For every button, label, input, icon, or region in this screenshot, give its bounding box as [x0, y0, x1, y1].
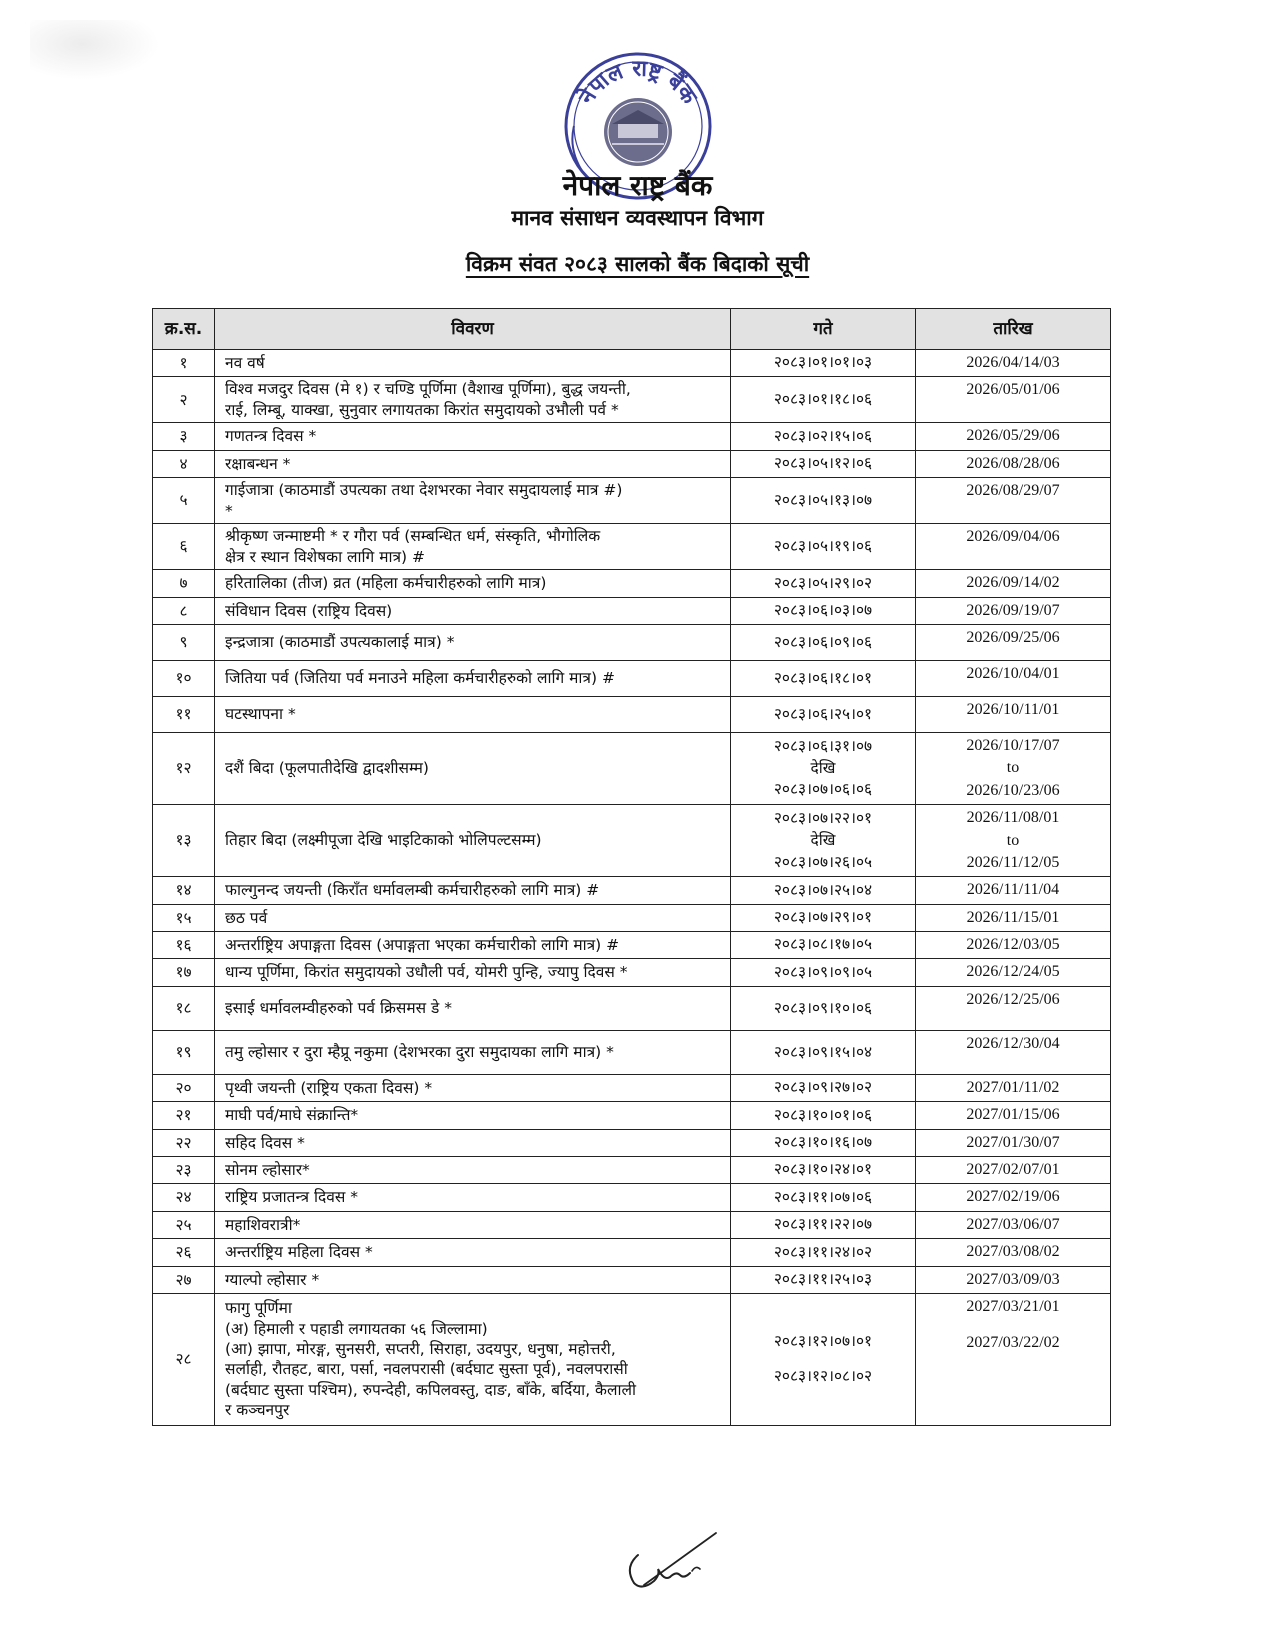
cell-description — [215, 932, 731, 959]
ad-date-line: 2026/11/15/01 — [966, 908, 1060, 926]
bs-date-line: २०८३।११।२५।०३ — [773, 1269, 873, 1288]
table-row — [153, 660, 1111, 696]
bs-date-line: २०८३।०६।०३।०७ — [773, 600, 873, 619]
description-line: (अ) हिमाली र पहाडी लगायतका ५६ जिल्लामा) — [225, 1319, 488, 1338]
table-row — [153, 932, 1111, 959]
cell-bs-date — [731, 986, 916, 1030]
ad-date-line: 2026/11/11/04 — [966, 881, 1060, 899]
ad-date-line: to — [1006, 759, 1020, 777]
cell-ad-date — [916, 1157, 1111, 1184]
cell-ad-date — [916, 660, 1111, 696]
table-row — [153, 1184, 1111, 1211]
table-row — [153, 904, 1111, 931]
ad-date-line: 2026/10/11/01 — [966, 700, 1060, 718]
description-line: महाशिवरात्री* — [225, 1215, 301, 1234]
bs-date-line: देखि — [810, 830, 836, 849]
ad-date-line: 2026/09/25/06 — [966, 628, 1060, 646]
cell-serial: २६ — [153, 1239, 215, 1266]
cell-ad-date — [916, 570, 1111, 597]
description-line: राष्ट्रिय प्रजातन्त्र दिवस * — [225, 1188, 359, 1207]
bs-date-line: २०८३।१२।०७।०१ — [773, 1331, 873, 1350]
header-ad-date: तारिख — [916, 309, 1111, 350]
bs-date-line: २०८३।०९।०९।०५ — [773, 962, 873, 981]
bs-date-line: २०८३।०६।१८।०१ — [773, 668, 873, 687]
bs-date-line: २०८३।११।२४।०२ — [773, 1242, 873, 1261]
description-line: इसाई धर्मावलम्वीहरुको पर्व क्रिसमस डे * — [225, 999, 452, 1018]
cell-bs-date — [731, 1211, 916, 1238]
cell-bs-date — [731, 450, 916, 477]
bs-date-line: २०८३।०९।१०।०६ — [773, 998, 873, 1017]
cell-serial: २० — [153, 1074, 215, 1101]
ad-date-line: 2026/04/14/03 — [966, 354, 1060, 371]
cell-serial: १६ — [153, 932, 215, 959]
description-line: तमु ल्होसार र दुरा म्हैप्रू नकुमा (देशभरका दुरा समुदायका लागि मात्र) * — [225, 1043, 614, 1062]
cell-bs-date — [731, 377, 916, 423]
cell-description — [215, 1074, 731, 1101]
bs-date-line: २०८३।०६।०९।०६ — [773, 632, 873, 651]
bs-date-line: २०८३।०५।२९।०२ — [773, 573, 873, 592]
description-line: गाईजात्रा (काठमाडौं उपत्यका तथा देशभरका नेवार समुदायलाई मात्र #) — [225, 481, 623, 500]
description-line: (आ) झापा, मोरङ्ग, सुनसरी, सप्तरी, सिराहा, उदयपुर, धनुषा, महोत्तरी, — [225, 1340, 616, 1359]
cell-serial: ९ — [153, 624, 215, 660]
ad-date-line: 2027/03/21/01 — [966, 1297, 1060, 1315]
cell-description — [215, 624, 731, 660]
cell-description — [215, 423, 731, 450]
cell-ad-date — [916, 732, 1111, 804]
cell-ad-date — [916, 478, 1111, 524]
ad-date-line: 2027/03/22/02 — [966, 1334, 1060, 1352]
cell-serial: २ — [153, 377, 215, 423]
table-row — [153, 450, 1111, 477]
cell-serial: ५ — [153, 478, 215, 524]
cell-bs-date — [731, 877, 916, 904]
cell-ad-date — [916, 1239, 1111, 1266]
cell-description — [215, 570, 731, 597]
ad-date-line: 2027/01/11/02 — [966, 1078, 1060, 1096]
description-line: सहिद दिवस * — [225, 1133, 305, 1152]
cell-bs-date — [731, 1074, 916, 1101]
table-row — [153, 524, 1111, 570]
cell-bs-date — [731, 660, 916, 696]
cell-serial: ८ — [153, 597, 215, 624]
cell-bs-date — [731, 1102, 916, 1129]
cell-bs-date — [731, 1030, 916, 1074]
cell-description — [215, 696, 731, 732]
bs-date-line: २०८३।१०।२४।०१ — [773, 1160, 873, 1179]
ad-date-line: 2026/09/19/07 — [966, 601, 1060, 619]
cell-description — [215, 478, 731, 524]
department-name: मानव संसाधन व्यवस्थापन विभाग — [511, 206, 764, 230]
ad-date-line: 2026/09/04/06 — [966, 528, 1060, 546]
bs-date-line: २०८३।०६।३१।०७ — [773, 737, 873, 755]
page-title — [0, 250, 1275, 278]
bs-date-line: २०८३।०९।१५।०४ — [773, 1042, 873, 1061]
cell-ad-date — [916, 1129, 1111, 1156]
description-line: हरितालिका (तीज) व्रत (महिला कर्मचारीहरुको लागि मात्र) — [225, 574, 547, 593]
table-row — [153, 1239, 1111, 1266]
cell-ad-date — [916, 696, 1111, 732]
cell-serial: १३ — [153, 805, 215, 877]
ad-date-line: 2026/11/08/01 — [966, 809, 1060, 827]
bs-date-line: २०८३।१०।०१।०६ — [773, 1105, 873, 1124]
svg-text:नेपाल राष्ट्र बैंक: नेपाल राष्ट्र बैंक — [574, 56, 702, 109]
table-row — [153, 1266, 1111, 1293]
cell-bs-date — [731, 959, 916, 986]
bs-date-line: २०८३।०८।१७।०५ — [773, 935, 873, 954]
ad-date-line: 2027/02/19/06 — [966, 1188, 1060, 1206]
cell-bs-date — [731, 350, 916, 377]
page-title-text: विक्रम संवत २०८३ सालको बैंक बिदाको सूची — [465, 252, 810, 276]
bs-date-line: २०८३।०५।१९।०६ — [773, 536, 873, 555]
ad-date-line: 2027/03/06/07 — [966, 1215, 1060, 1233]
description-line: घटस्थापना * — [225, 705, 296, 724]
cell-bs-date — [731, 805, 916, 877]
scan-smudge — [30, 20, 160, 80]
cell-ad-date — [916, 1293, 1111, 1425]
cell-bs-date — [731, 1129, 916, 1156]
cell-ad-date — [916, 350, 1111, 377]
description-line: इन्द्रजात्रा (काठमाडौं उपत्यकालाई मात्र) * — [225, 633, 455, 652]
line-spacer — [922, 1318, 1104, 1332]
cell-serial: १ — [153, 350, 215, 377]
bs-date-line: २०८३।११।०७।०६ — [773, 1187, 873, 1206]
description-line: दशैं बिदा (फूलपातीदेखि द्वादशीसम्म) — [225, 759, 429, 778]
cell-description — [215, 904, 731, 931]
ad-date-line: 2027/01/30/07 — [966, 1133, 1060, 1151]
ad-date-line: to — [1006, 831, 1020, 849]
cell-bs-date — [731, 1184, 916, 1211]
cell-bs-date — [731, 423, 916, 450]
ad-date-line: 2026/12/24/05 — [966, 963, 1060, 981]
description-line: जितिया पर्व (जितिया पर्व मनाउने महिला कर्मचारीहरुको लागि मात्र) # — [225, 669, 615, 688]
description-line: तिहार बिदा (लक्ष्मीपूजा देखि भाइटिकाको भोलिपल्टसम्म) — [225, 831, 542, 850]
ad-date-line: 2027/02/07/01 — [966, 1161, 1060, 1179]
cell-description — [215, 1102, 731, 1129]
cell-serial: २५ — [153, 1211, 215, 1238]
cell-serial: २१ — [153, 1102, 215, 1129]
cell-ad-date — [916, 904, 1111, 931]
table-row — [153, 478, 1111, 524]
header-description: विवरण — [215, 309, 731, 350]
cell-description — [215, 877, 731, 904]
description-line: क्षेत्र र स्थान विशेषका लागि मात्र) # — [225, 547, 426, 566]
cell-serial: ७ — [153, 570, 215, 597]
table-row — [153, 696, 1111, 732]
table-row — [153, 986, 1111, 1030]
cell-serial: १७ — [153, 959, 215, 986]
table-row — [153, 877, 1111, 904]
ad-date-line: 2026/05/01/06 — [966, 381, 1060, 399]
cell-serial: २३ — [153, 1157, 215, 1184]
cell-ad-date — [916, 1211, 1111, 1238]
table-row — [153, 805, 1111, 877]
description-line: रक्षाबन्धन * — [225, 454, 291, 473]
cell-serial: १९ — [153, 1030, 215, 1074]
cell-serial: ३ — [153, 423, 215, 450]
bs-date-line: २०८३।१२।०८।०२ — [773, 1367, 873, 1386]
table-row — [153, 350, 1111, 377]
table-row — [153, 1129, 1111, 1156]
cell-serial: २२ — [153, 1129, 215, 1156]
organization-name: नेपाल राष्ट्र बैंक — [562, 169, 713, 202]
cell-serial: २८ — [153, 1293, 215, 1425]
cell-description — [215, 1129, 731, 1156]
table-row — [153, 959, 1111, 986]
cell-bs-date — [731, 624, 916, 660]
description-line: विश्व मजदुर दिवस (मे १) र चण्डि पूर्णिमा (वैशाख पूर्णिमा), बुद्ध जयन्ती, — [225, 380, 631, 399]
bs-date-line: २०८३।०५।१२।०६ — [773, 454, 873, 473]
cell-ad-date — [916, 624, 1111, 660]
cell-description — [215, 805, 731, 877]
cell-ad-date — [916, 986, 1111, 1030]
cell-description — [215, 1030, 731, 1074]
cell-description — [215, 450, 731, 477]
description-line: फागु पूर्णिमा — [225, 1299, 292, 1318]
description-line: सोनम ल्होसार* — [225, 1161, 310, 1179]
bs-date-line: २०८३।०७।२५।०४ — [773, 880, 873, 899]
bs-date-line: २०८३।०७।२६।०५ — [773, 852, 873, 871]
bs-date-line: २०८३।०१।०१।०३ — [773, 353, 873, 372]
cell-description — [215, 350, 731, 377]
bs-date-line: २०८३।०५।१३।०७ — [773, 490, 873, 509]
handwritten-signature — [620, 1525, 730, 1600]
bs-date-line: २०८३।०९।२७।०२ — [773, 1078, 873, 1097]
table-row — [153, 1157, 1111, 1184]
ad-date-line: 2026/08/29/07 — [966, 482, 1060, 500]
table-row — [153, 1074, 1111, 1101]
description-line: श्रीकृष्ण जन्माष्टमी * र गौरा पर्व (सम्बन्धित धर्म, संस्कृति, भौगोलिक — [225, 527, 601, 546]
description-line: संविधान दिवस (राष्ट्रिय दिवस) — [225, 601, 393, 620]
cell-serial: ४ — [153, 450, 215, 477]
header-serial: क्र.स. — [153, 309, 215, 350]
header-bs-date: गते — [731, 309, 916, 350]
bs-date-line: २०८३।०७।०६।०६ — [773, 780, 873, 799]
bs-date-line: २०८३।०१।१८।०६ — [773, 390, 873, 409]
cell-serial: १८ — [153, 986, 215, 1030]
cell-bs-date — [731, 904, 916, 931]
table-row — [153, 423, 1111, 450]
ad-date-line: 2026/09/14/02 — [966, 574, 1060, 592]
table-row — [153, 1293, 1111, 1425]
cell-ad-date — [916, 1030, 1111, 1074]
description-line: धान्य पूर्णिमा, किरांत समुदायको उधौली पर्व, योमरी पुन्हि, ज्यापु दिवस * — [225, 963, 628, 982]
holiday-table — [152, 308, 1111, 1426]
cell-serial: ६ — [153, 524, 215, 570]
cell-description — [215, 1157, 731, 1184]
cell-description — [215, 732, 731, 804]
description-line: नव वर्ष — [225, 353, 265, 372]
cell-serial: २४ — [153, 1184, 215, 1211]
description-line: माघी पर्व/माघे संक्रान्ति* — [225, 1106, 359, 1125]
cell-bs-date — [731, 1157, 916, 1184]
description-line: सर्लाही, रौतहट, बारा, पर्सा, नवलपरासी (बर्दघाट सुस्ता पूर्व), नवलपरासी — [225, 1360, 628, 1379]
cell-serial: १५ — [153, 904, 215, 931]
ad-date-line: 2026/11/12/05 — [966, 853, 1060, 871]
cell-description — [215, 660, 731, 696]
description-line: छठ पर्व — [225, 908, 268, 927]
cell-ad-date — [916, 932, 1111, 959]
cell-description — [215, 1266, 731, 1293]
table-row — [153, 377, 1111, 423]
table-row — [153, 597, 1111, 624]
description-line: र कञ्चनपुर — [225, 1401, 290, 1420]
ad-date-line: 2026/10/23/06 — [966, 781, 1060, 799]
cell-description — [215, 524, 731, 570]
ad-date-line: 2026/10/04/01 — [966, 664, 1060, 682]
ad-date-line: 2027/03/09/03 — [966, 1270, 1060, 1288]
description-line: ग्याल्पो ल्होसार * — [225, 1270, 320, 1289]
cell-serial: १२ — [153, 732, 215, 804]
cell-description — [215, 377, 731, 423]
cell-serial: १० — [153, 660, 215, 696]
bs-date-line: २०८३।०७।२२।०१ — [773, 809, 873, 828]
cell-description — [215, 959, 731, 986]
line-spacer — [737, 1352, 909, 1366]
description-line: (बर्दघाट सुस्ता पश्चिम), रुपन्देही, कपिलवस्तु, दाङ, बाँके, बर्दिया, कैलाली — [225, 1380, 637, 1399]
cell-ad-date — [916, 959, 1111, 986]
cell-serial: २७ — [153, 1266, 215, 1293]
cell-bs-date — [731, 570, 916, 597]
bs-date-line: २०८३।०६।२५।०१ — [773, 704, 873, 723]
cell-ad-date — [916, 1266, 1111, 1293]
table-row — [153, 570, 1111, 597]
cell-bs-date — [731, 597, 916, 624]
cell-description — [215, 986, 731, 1030]
ad-date-line: 2026/12/03/05 — [966, 936, 1060, 954]
ad-date-line: 2026/05/29/06 — [966, 427, 1060, 445]
ad-date-line: 2027/03/08/02 — [966, 1243, 1060, 1261]
table-row — [153, 624, 1111, 660]
cell-ad-date — [916, 450, 1111, 477]
description-line: अन्तर्राष्ट्रिय अपाङ्गता दिवस (अपाङ्गता भएका कर्मचारीको लागि मात्र) # — [225, 936, 620, 955]
bs-date-line: २०८३।०२।१५।०६ — [773, 426, 873, 445]
ad-date-line: 2026/12/30/04 — [966, 1034, 1060, 1052]
cell-ad-date — [916, 877, 1111, 904]
cell-description — [215, 597, 731, 624]
table-row — [153, 1102, 1111, 1129]
description-line: राई, लिम्बू, याक्खा, सुनुवार लगायतका किरांत समुदायको उभौली पर्व * — [225, 400, 619, 419]
cell-bs-date — [731, 696, 916, 732]
description-line: फाल्गुनन्द जयन्ती (किराँत धर्मावलम्बी कर्मचारीहरुको लागि मात्र) # — [225, 881, 600, 900]
cell-ad-date — [916, 423, 1111, 450]
cell-bs-date — [731, 524, 916, 570]
cell-serial: ११ — [153, 696, 215, 732]
cell-ad-date — [916, 805, 1111, 877]
cell-bs-date — [731, 732, 916, 804]
ad-date-line: 2027/01/15/06 — [966, 1106, 1060, 1124]
cell-bs-date — [731, 1293, 916, 1425]
cell-description — [215, 1239, 731, 1266]
table-row — [153, 1030, 1111, 1074]
table-header-row — [153, 309, 1111, 350]
description-line: गणतन्त्र दिवस * — [225, 427, 317, 446]
cell-ad-date — [916, 1074, 1111, 1101]
description-line: पृथ्वी जयन्ती (राष्ट्रिय एकता दिवस) * — [225, 1078, 433, 1097]
description-line: * — [225, 501, 233, 520]
bs-date-line: २०८३।०७।२९।०१ — [773, 908, 873, 927]
ad-date-line: 2026/08/28/06 — [966, 454, 1060, 472]
ad-date-line: 2026/10/17/07 — [966, 736, 1060, 754]
cell-description — [215, 1184, 731, 1211]
bs-date-line: २०८३।११।२२।०७ — [773, 1215, 873, 1234]
cell-ad-date — [916, 1102, 1111, 1129]
cell-description — [215, 1211, 731, 1238]
cell-bs-date — [731, 1266, 916, 1293]
bs-date-line: देखि — [810, 758, 836, 777]
cell-ad-date — [916, 377, 1111, 423]
cell-serial: १४ — [153, 877, 215, 904]
ad-date-line: 2026/12/25/06 — [966, 990, 1060, 1008]
description-line: अन्तर्राष्ट्रिय महिला दिवस * — [225, 1243, 373, 1262]
cell-ad-date — [916, 597, 1111, 624]
bs-date-line: २०८३।१०।१६।०७ — [773, 1132, 873, 1151]
cell-ad-date — [916, 524, 1111, 570]
cell-description — [215, 1293, 731, 1425]
table-row — [153, 1211, 1111, 1238]
cell-bs-date — [731, 478, 916, 524]
table-row — [153, 732, 1111, 804]
cell-bs-date — [731, 1239, 916, 1266]
cell-bs-date — [731, 932, 916, 959]
cell-ad-date — [916, 1184, 1111, 1211]
